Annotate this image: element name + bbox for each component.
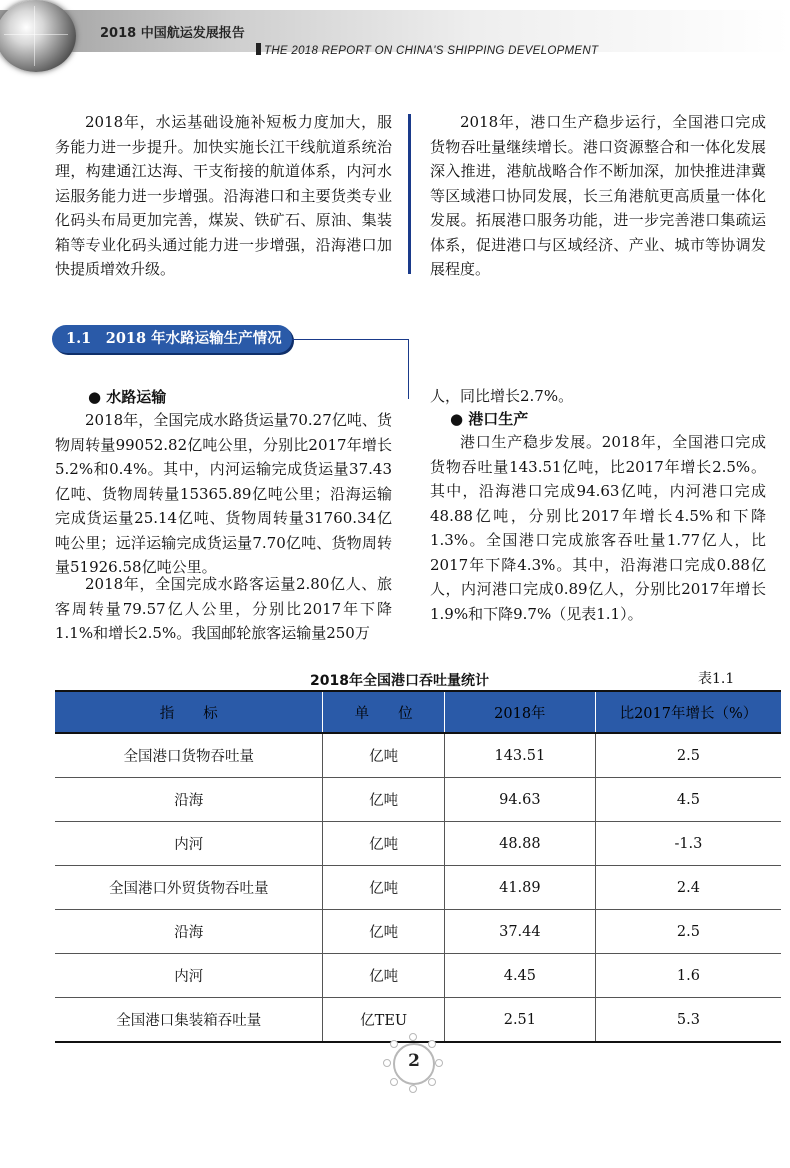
cell-unit: 亿吨: [323, 778, 444, 822]
cell-unit: 亿TEU: [323, 998, 444, 1043]
cell-value: 94.63: [444, 778, 595, 822]
cell-value: 37.44: [444, 910, 595, 954]
cell-growth: 4.5: [595, 778, 781, 822]
cell-growth: -1.3: [595, 822, 781, 866]
cell-unit: 亿吨: [323, 954, 444, 998]
cell-unit: 亿吨: [323, 866, 444, 910]
cell-growth: 1.6: [595, 954, 781, 998]
header-2018: 2018年: [444, 691, 595, 733]
cell-indicator: 全国港口货物吞吐量: [55, 733, 323, 778]
globe-icon: [0, 0, 76, 72]
waterway-heading: ● 水路运输: [88, 388, 167, 406]
intro-left-paragraph: 2018年，水运基础设施补短板力度加大，服务能力进一步提升。加快实施长江干线航道系统治理，构建通江达海、干支衔接的航道体系，内河水运服务能力进一步增强。沿海港口和主要货类专业化码头布局更加完善，煤炭、铁矿石、原油、集装箱等专业化码头通过能力进一步增强，沿海港口加快提质增效升级。: [55, 113, 392, 278]
table-number: 表1.1: [698, 671, 735, 687]
port-paragraph: 港口生产稳步发展。2018年，全国港口完成货物吞吐量143.51亿吨，比2017年增长2.5%。其中，沿海港口完成94.63亿吨，内河港口完成48.88亿吨，分别比2017年增长4.5%和下降1.3%。全国港口完成旅客吞吐量1.77亿人，比2017年下降4.3%。其中，沿海港口完成0.88亿人，内河港口完成0.89亿人，分别比2017年增长1.9%和下降9.7%（见表1.1）。: [430, 433, 766, 623]
page-header: [0, 0, 790, 60]
cell-value: 4.45: [444, 954, 595, 998]
waterway-paragraph-continued: 人，同比增长2.7%。: [430, 387, 574, 405]
cell-unit: 亿吨: [323, 910, 444, 954]
section-rule-vertical: [408, 339, 409, 399]
table-caption: 2018年全国港口吞吐量统计: [310, 673, 489, 689]
ship-wheel-icon: [383, 1033, 443, 1093]
port-heading: ● 港口生产: [450, 410, 529, 428]
port-throughput-table: [55, 690, 781, 1043]
cell-value: 48.88: [444, 822, 595, 866]
cell-indicator: 内河: [55, 954, 323, 998]
intro-right-paragraph: 2018年，港口生产稳步运行，全国港口完成货物吞吐量继续增长。港口资源整合和一体化发展深入推进，港航战略合作不断加深，加快推进津冀等区域港口协同发展，长三角港航更高质量一体化发展。拓展港口服务功能，进一步完善港口集疏运体系，促进港口与区域经济、产业、城市等协调发展程度。: [430, 113, 766, 278]
section-title-text: 1.1 2018 年水路运输生产情况: [66, 330, 282, 347]
cell-indicator: 全国港口外贸货物吞吐量: [55, 866, 323, 910]
cell-unit: 亿吨: [323, 822, 444, 866]
section-title: [52, 325, 292, 353]
cell-indicator: 沿海: [55, 778, 323, 822]
cell-value: 143.51: [444, 733, 595, 778]
table-header-row: [55, 691, 781, 733]
table-row: [55, 910, 781, 954]
cell-growth: 5.3: [595, 998, 781, 1043]
section-rule-horizontal: [292, 339, 408, 340]
header-indicator: 指 标: [55, 691, 323, 733]
table-row: [55, 822, 781, 866]
column-divider: [408, 114, 411, 274]
cell-indicator: 全国港口集装箱吞吐量: [55, 998, 323, 1043]
header-en-text: THE 2018 REPORT ON CHINA'S SHIPPING DEVELOPMENT: [264, 45, 599, 57]
header-growth: 比2017年增长（%）: [595, 691, 781, 733]
table-row: [55, 954, 781, 998]
cell-growth: 2.5: [595, 733, 781, 778]
waterway-paragraph-1: 2018年，全国完成水路货运量70.27亿吨、货物周转量99052.82亿吨公里，分别比2017年增长5.2%和0.4%。其中，内河运输完成货运量37.43亿吨、货物周转量15365.89亿吨公里；沿海运输完成货运量25.14亿吨、货物周转量31760.34亿吨公里；远洋运输完成货运量7.70亿吨、货物周转量51926.58亿吨公里。: [55, 411, 392, 576]
waterway-paragraph-2: 2018年，全国完成水路客运量2.80亿人、旅客周转量79.57亿人公里，分别比2017年下降1.1%和增长2.5%。我国邮轮旅客运输量250万: [55, 575, 392, 642]
table-row: [55, 778, 781, 822]
header-unit: 单 位: [323, 691, 444, 733]
cell-growth: 2.5: [595, 910, 781, 954]
cell-value: 2.51: [444, 998, 595, 1043]
header-cn-title: 2018 中国航运发展报告: [100, 26, 245, 41]
page-number: 2: [408, 1051, 420, 1071]
cell-indicator: 内河: [55, 822, 323, 866]
table-row: [55, 866, 781, 910]
header-en-title: [256, 43, 598, 57]
cell-unit: 亿吨: [323, 733, 444, 778]
cell-growth: 2.4: [595, 866, 781, 910]
table-row: [55, 733, 781, 778]
cell-value: 41.89: [444, 866, 595, 910]
cell-indicator: 沿海: [55, 910, 323, 954]
